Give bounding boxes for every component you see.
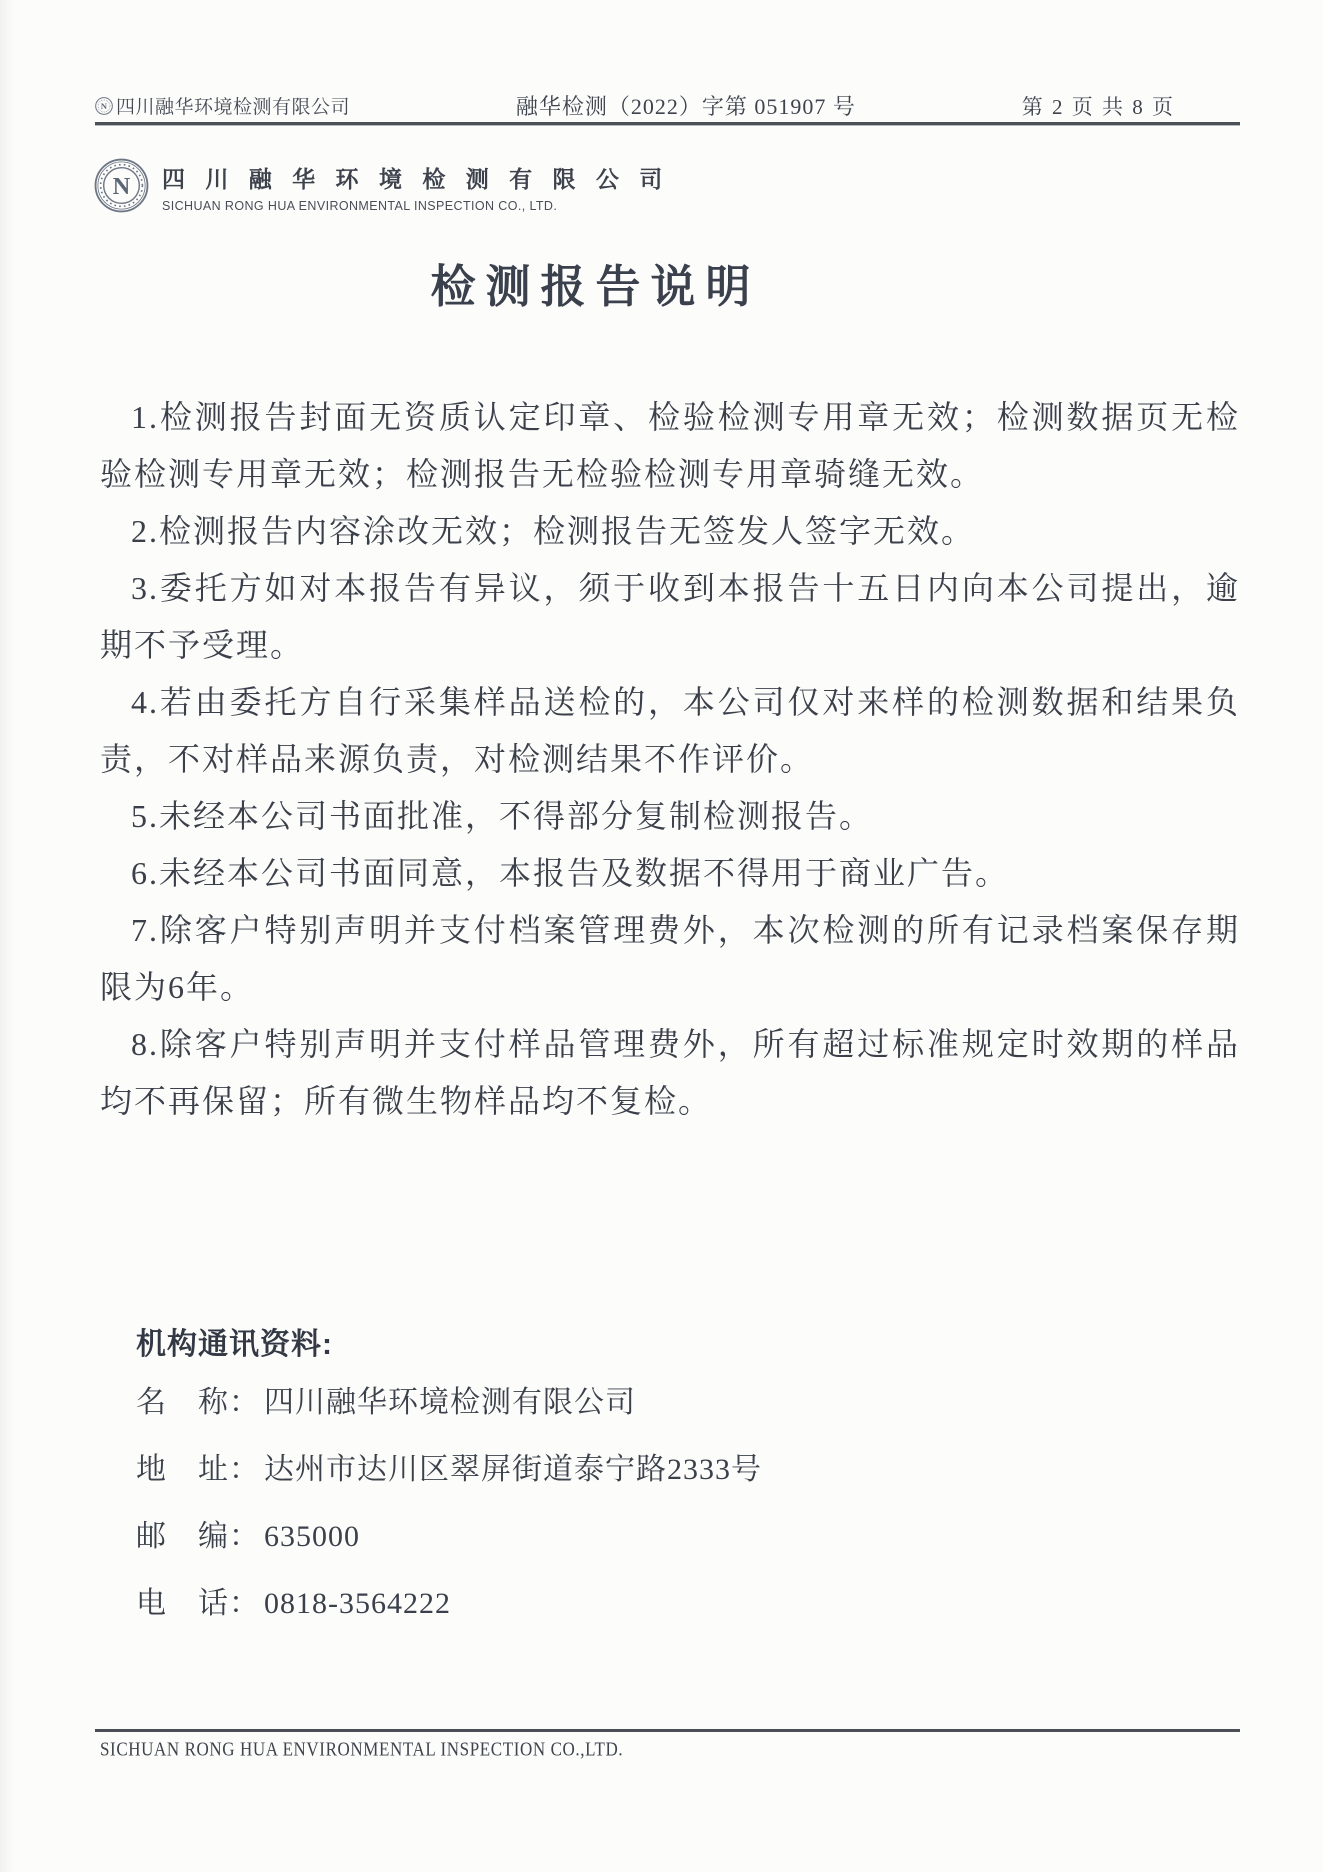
contact-value-phone: 0818-3564222 — [264, 1587, 451, 1620]
note-paragraph-2: 2.检测报告内容涂改无效；检测报告无签发人签字无效。 — [131, 513, 976, 549]
contact-row-phone — [136, 1582, 762, 1626]
contact-label-address: 地 址： — [136, 1453, 260, 1486]
header-company-name: 四川融华环境检测有限公司 — [116, 97, 351, 118]
contact-row-address — [136, 1448, 762, 1492]
svg-text:N: N — [100, 100, 108, 111]
contact-heading: 机构通讯资料: — [136, 1328, 333, 1361]
brand-company-cn: 四 川 融 华 环 境 检 测 有 限 公 司 — [162, 166, 670, 192]
note-paragraph-8: 8.除客户特别声明并支付样品管理费外，所有超过标准规定时效期的样品均不再保留；所有微生物样品均不复检。 — [100, 1026, 1240, 1119]
note-paragraph-3: 3.委托方如对本报告有异议，须于收到本报告十五日内向本公司提出，逾期不予受理。 — [100, 570, 1240, 663]
brand-names — [162, 158, 669, 213]
footer-divider — [95, 1729, 1240, 1732]
contact-label-name: 名 称： — [136, 1386, 260, 1419]
contact-label-phone: 电 话： — [136, 1587, 260, 1620]
contact-value-address: 达州市达川区翠屏街道泰宁路2333号 — [264, 1453, 762, 1486]
company-seal-icon — [94, 158, 149, 213]
note-paragraph-7: 7.除客户特别声明并支付档案管理费外，本次检测的所有记录档案保存期限为6年。 — [100, 912, 1240, 1005]
notes-section — [100, 389, 1240, 1130]
contact-value-postcode: 635000 — [264, 1520, 360, 1553]
header-divider — [95, 122, 1240, 126]
company-seal-icon-small — [95, 97, 113, 115]
note-paragraph-6: 6.未经本公司书面同意，本报告及数据不得用于商业广告。 — [131, 855, 1010, 891]
seal-monogram: N — [112, 173, 131, 201]
header-doc-number: 融华检测（2022）字第 051907 号 — [515, 94, 856, 119]
contact-row-postcode — [136, 1515, 762, 1559]
note-paragraph-4: 4.若由委托方自行采集样品送检的，本公司仅对来样的检测数据和结果负责，不对样品来源负责，对检测结果不作评价。 — [100, 684, 1240, 777]
contact-label-postcode: 邮 编： — [136, 1520, 260, 1553]
note-paragraph-5: 5.未经本公司书面批准，不得部分复制检测报告。 — [131, 798, 874, 834]
header-company-block — [95, 92, 350, 119]
page-header — [95, 90, 1175, 121]
footer-company-en: SICHUAN RONG HUA ENVIRONMENTAL INSPECTION CO.,LTD. — [100, 1738, 624, 1760]
brand-company-en: SICHUAN RONG HUA ENVIRONMENTAL INSPECTION CO., LTD. — [162, 199, 558, 213]
brand-block — [94, 158, 669, 213]
document-title: 检测报告说明 — [430, 262, 761, 312]
contact-section — [136, 1323, 762, 1626]
note-paragraph-1: 1.检测报告封面无资质认定印章、检验检测专用章无效；检测数据页无检验检测专用章无效；检测报告无检验检测专用章骑缝无效。 — [100, 399, 1240, 492]
contact-value-name: 四川融华环境检测有限公司 — [264, 1386, 636, 1419]
contact-row-name — [136, 1381, 762, 1425]
header-page-info: 第 2 页 共 8 页 — [1021, 94, 1175, 119]
